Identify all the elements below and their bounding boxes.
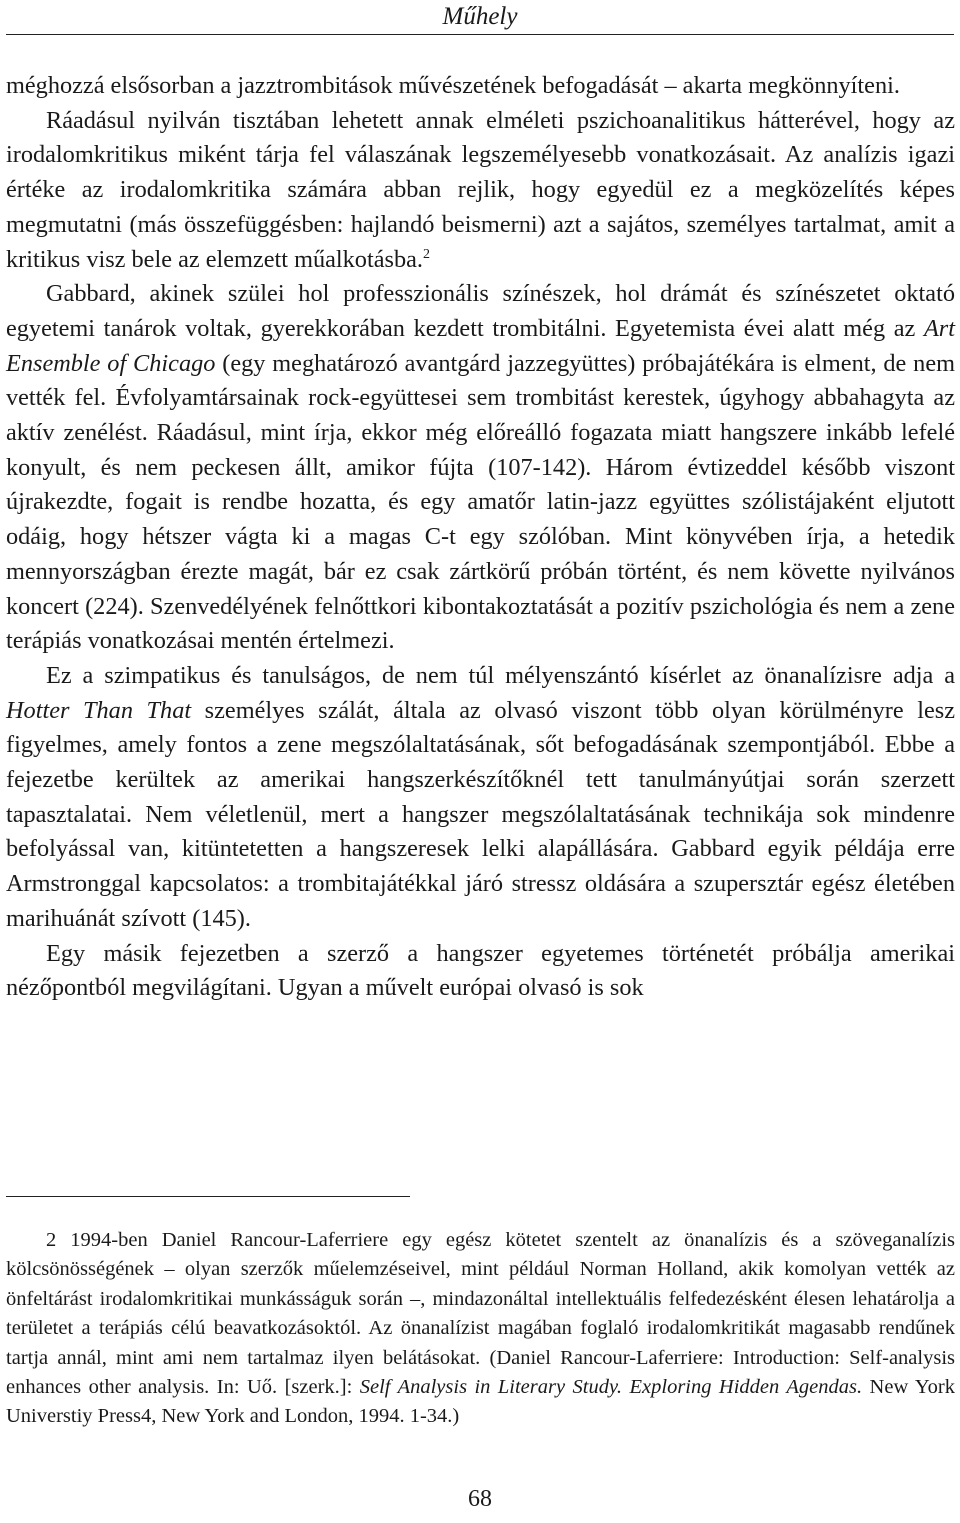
italic-title: Art Ensemble of Chicago [6, 314, 955, 377]
footnote-text [6, 1226, 955, 1432]
running-header [0, 0, 960, 38]
italic-title: Hotter Than That [6, 696, 192, 724]
paragraph [6, 277, 955, 659]
header-rule [6, 34, 954, 35]
paragraph [6, 659, 955, 937]
text-run: Gabbard, akinek szülei hol professzionális színészek, hol drámát és színészetet oktató egyetemi tanárok voltak, gyerekkorában kezdett trombitálni. Egyetemista évei alatt még az [6, 280, 955, 342]
footnote-rule [6, 1196, 410, 1197]
paragraph [6, 104, 955, 278]
italic-title: Self Analysis in Literary Study. Exploring Hidden Agendas. [359, 1376, 863, 1399]
text-run: méghozzá elsősorban a jazztrombitások művészetének befogadását – akarta megkönnyíteni. [6, 72, 900, 99]
footnote [6, 1226, 955, 1432]
text-run: személyes szálát, általa az olvasó viszont több olyan körülményre lesz figyelmes, amely fontos a zene megszólaltatásának, sőt befogadásának szempontjából. Ebbe a fejezetbe kerültek az amerikai hangszerkészítőknél tett tanulmányútjai során szerzett tapasztalatai. Nem véletlenül, mert a hangszer megszólaltatásának technikája sok mindenre befolyással van, kitüntetetten a hangszeresek lelki alapállására. Gabbard egyik példája erre Armstronggal kapcsolatos: a trombitajátékkal járó stressz oldására a szupersztár egész életében marihuánát szívott (145). [6, 696, 955, 932]
paragraph [6, 69, 955, 104]
section-title: Műhely [442, 3, 518, 30]
paragraph [6, 937, 955, 1006]
text-run: 2 1994-ben Daniel Rancour-Laferriere egy egész kötetet szentelt az önanalízis és a szöveganalízis kölcsönösségének – olyan szerzők műelemzéseivel, mint például Norman Holland, akik komolyan vették az önfeltárást irodalomkritikai munkásságuk során –, mindazonáltal intellektuális felfedezésként élesen lehatárolja a területet a terápiás célú beavatkozásoktól. Az önanalízist magában foglaló irodalomkritikát magasabb rendűnek tartja annál, mint ami nem tartalmaz ilyen belátásokat. (Daniel Rancour-Laferriere: Introduction: Self-analysis enhances other analysis. In: Uő. [szerk.]: [6, 1229, 955, 1399]
text-run: (egy meghatározó avantgárd jazzegyüttes) próbajátékára is elment, de nem vették fel. Évfolyamtársainak rock-együttesei sem trombitást kerestek, úgyhogy abbahagyta az aktív zenélést. Ráadásul, mint írja, ekkor még előreálló fogazata miatt hangszere inkább lefelé konyult, és nem peckesen állt, amikor fújta (107-142). Három évtizeddel később viszont újrakezdte, fogait is rendbe hozatta, és egy amatőr latin-jazz együttes szólistájaként eljutott odáig, hogy hétszer vágta ki a magas C-t egy szólóban. Mint könyvében írja, a hetedik mennyországban érezte magát, bár ez csak zártkörű próbán történt, és nem követte nyilvános koncert (224). Szenvedélyének felnőttkori kibontakoztatását a pozitív pszichológia és nem a zene terápiás vonatkozásai mentén értelmezi. [6, 349, 956, 655]
footnote-marker: 2 [422, 246, 430, 262]
page-number: 68 [468, 1486, 492, 1512]
text-run: New York Universtiy Press4, New York and London, 1994. 1-34.) [6, 1376, 956, 1428]
article-body [6, 69, 955, 1006]
text-run: Ráadásul nyilván tisztában lehetett annak elméleti pszichoanalitikus hátterével, hogy az irodalomkritikus miként tárja fel válaszának legszemélyesebb vonatkozásait. Az analízis igazi értéke az irodalomkritika számára abban rejlik, hogy egyedül ez a megközelítés képes megmutatni (más összefüggésben: hajlandó beismerni) azt a sajátos, személyes tartalmat, amit a kritikus visz bele az elemzett műalkotásba. [6, 106, 955, 273]
text-run: Ez a szimpatikus és tanulságos, de nem túl mélyenszántó kísérlet az önanalízisre adja a [46, 661, 955, 689]
text-run: Egy másik fejezetben a szerző a hangszer egyetemes történetét próbálja amerikai nézőpontból megvilágítani. Ugyan a művelt európai olvasó is sok [6, 939, 955, 1002]
